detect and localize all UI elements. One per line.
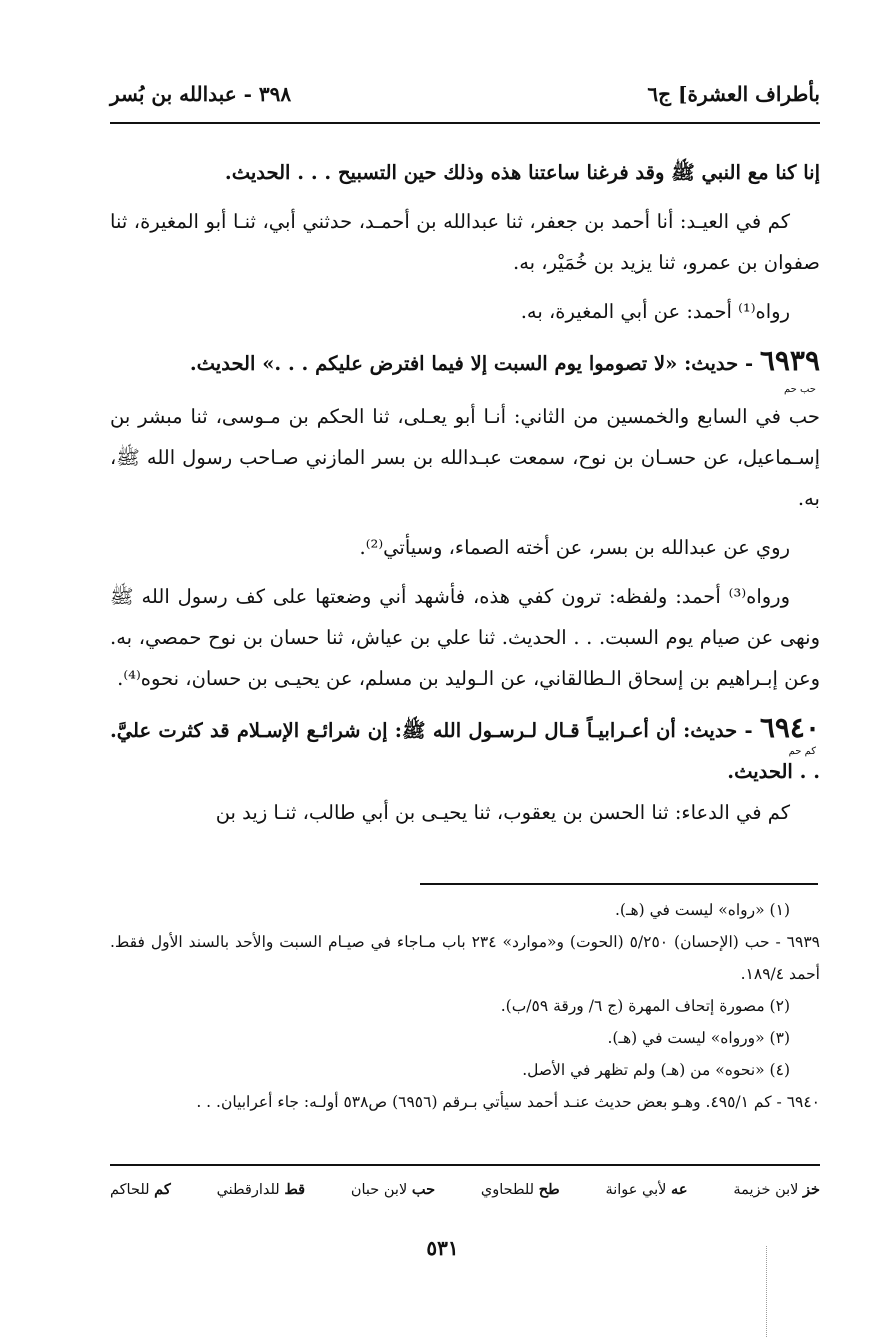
legend-item: حب لابن حبان [350, 1181, 436, 1198]
legend-item: كم للحاكم [110, 1181, 171, 1198]
hadith-number: ٦٩٣٩ [759, 344, 820, 377]
hadith-number: ٦٩٤٠ [759, 711, 820, 744]
abbreviation-legend [110, 1181, 820, 1198]
paragraph-isnad-dua: كم في الدعاء: ثنا الحسن بن يعقوب، ثنا يحيـى بن أبي طالب، ثنـا زيد بن [215, 801, 790, 824]
legend-item: خز لابن خزيمة [733, 1181, 820, 1198]
legend-item: عه لأبي عوانة [605, 1181, 688, 1198]
source-sigla: حب حم [783, 384, 816, 395]
legend-item: قط للدارقطني [216, 1181, 306, 1198]
footnote-4: (٤) «نحوه» من (هـ) ولم تظهر في الأصل. [522, 1061, 790, 1079]
footnotes [110, 894, 820, 1118]
header-rule [110, 122, 820, 124]
hadith-text: - حديث: «لا تصوموا يوم السبت إلا فيما افترض عليكم . . .» الحديث. [189, 352, 760, 375]
footnote-3: (٣) «ورواه» ليست في (هـ). [607, 1029, 790, 1047]
paragraph-isnad-hib: حب في السابع والخمسين من الثاني: أنـا أبو يعـلى، ثنا الحكم بن مـوسى، ثنا مبشر بن إسـماعيل، عن حسـان بن نوح، سمعت عبـدالله بن بسر المازني صـاحب رسول الله ﷺ، به. [110, 405, 820, 510]
footnote-2: (٢) مصورة إتحاف المهرة (ج ٦/ ورقة ٥٩/ب). [500, 997, 790, 1015]
footnote-6939: ٦٩٣٩ - حب (الإحسان) ٥/٢٥٠ (الحوت) و«موارد» ٢٣٤ باب مـاجاء في صيـام السبت والأحد بالسند الأول فقط. أحمد ١٨٩/٤. [110, 933, 820, 983]
legend-item: طح للطحاوي [480, 1181, 560, 1198]
page-number: ٥٣١ [426, 1236, 459, 1260]
hadith-6939-heading [110, 340, 820, 384]
legend-rule [110, 1164, 820, 1166]
paragraph-riwaya: روي عن عبدالله بن بسر، عن أخته الصماء، وسيأتي⁽²⁾. [359, 536, 790, 559]
paragraph-ahmad: رواه⁽¹⁾ أحمد: عن أبي المغيرة، به. [520, 300, 790, 323]
footnote-1: (١) «رواه» ليست في (هـ). [614, 901, 790, 919]
paragraph-isnad-kam: كم في العيـد: أنا أحمد بن جعفر، ثنا عبدالله بن أحمـد، حدثني أبي، ثنـا أبو المغيرة، ثنا صفوان بن عمرو، ثنا يزيد بن خُمَيْر، به. [110, 210, 820, 274]
paragraph-hadith-continuation: إنا كنا مع النبي ﷺ وقد فرغنا ساعتنا هذه وذلك حين التسبيح . . . الحديث. [224, 161, 820, 184]
footnote-6940: ٦٩٤٠ - كم ٤٩٥/١. وهـو بعض حديث عنـد أحمد سيأتي بـرقم (٦٩٥٦) ص٥٣٨ أولـه: جاء أعرابيان. . . [196, 1093, 820, 1111]
hadith-text: - حديث: أن أعـرابيـاً قـال لـرسـول الله ﷺ: إن شرائـع الإسـلام قد كثرت عليَّ. . . الحديث. [110, 719, 820, 783]
footnote-rule [420, 883, 818, 885]
source-sigla: كم حم [788, 746, 816, 757]
header-book-title: بأطراف العشرة] ج٦ [647, 82, 820, 106]
running-header [110, 82, 820, 112]
hadith-6940-heading [110, 707, 820, 792]
paragraph-ahmad-lafz: ورواه⁽³⁾ أحمد: ولفظه: ترون كفي هذه، فأشهد أني وضعتها على كف رسول الله ﷺ ونهى عن صيام يوم السبت. . . الحديث. ثنا علي بن عياش، ثنا حسان بن نوح حمصي، به. وعن إبـراهيم بن إسحاق الـطالقاني، عن الـوليد بن مسلم، عن يحيـى بن حسان، نحوه⁽⁴⁾. [110, 585, 820, 690]
main-text [110, 152, 820, 841]
header-section-title: ٣٩٨ - عبدالله بن بُسر [110, 82, 292, 106]
scan-artifact-line [766, 1246, 767, 1337]
